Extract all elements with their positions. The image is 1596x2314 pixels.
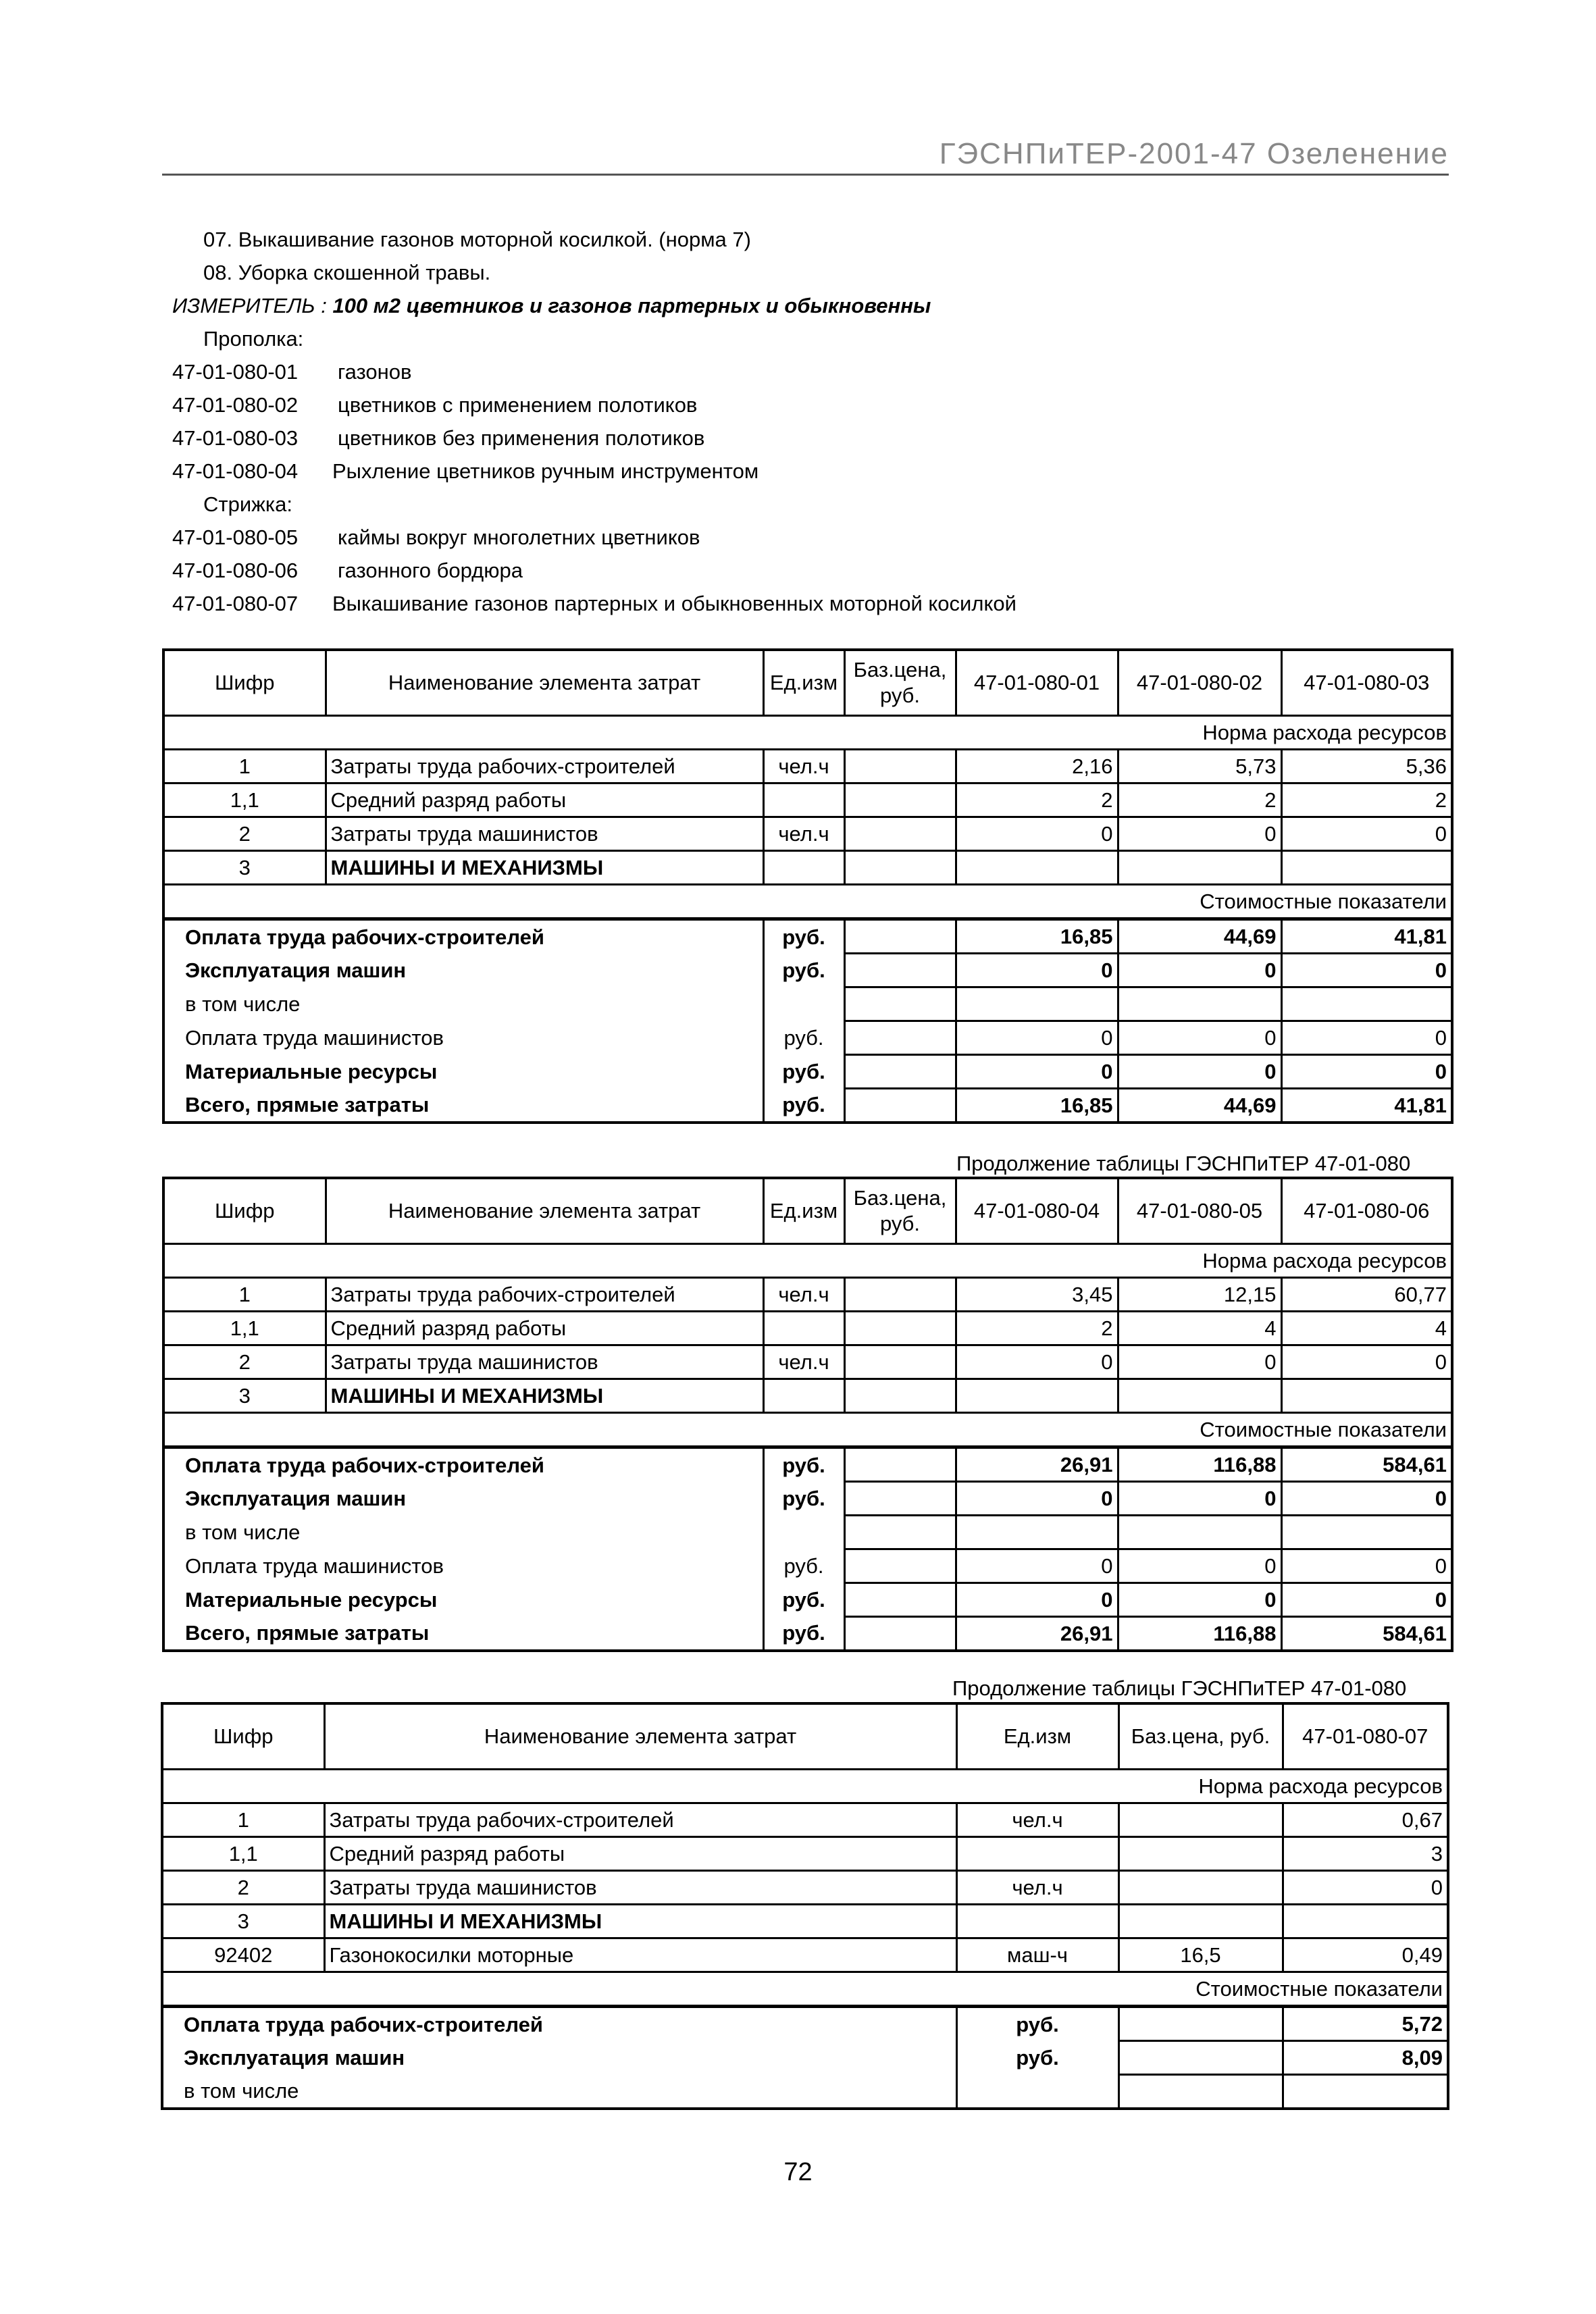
cell-name: Затраты труда рабочих-строителей: [326, 1278, 763, 1312]
section-row: [163, 1413, 1452, 1447]
col-unit: Ед.изм: [956, 1703, 1118, 1770]
group-heading: Прополка:: [203, 327, 304, 351]
item-code: 47-01-080-07: [172, 592, 299, 615]
table-header: [163, 650, 1452, 716]
cell-unit: [763, 987, 844, 1021]
table-row: [163, 1021, 1452, 1055]
cell-value: 2: [956, 1312, 1118, 1345]
cell-unit: [956, 1905, 1118, 1938]
cell-unit: руб.: [763, 1055, 844, 1089]
cell-value: 0: [956, 1482, 1118, 1516]
intro-block: [172, 223, 1456, 620]
cell-value: 0: [1281, 1021, 1452, 1055]
item-code: 47-01-080-02: [172, 393, 299, 417]
cell-unit: [763, 1516, 844, 1549]
cell-value: 0: [956, 1345, 1118, 1379]
cell-value: 584,61: [1281, 1447, 1452, 1482]
table-header: [163, 1178, 1452, 1244]
cell-unit: руб.: [956, 2007, 1118, 2041]
table-row: [163, 1583, 1452, 1617]
cell-price: [844, 1278, 956, 1312]
item-code: 47-01-080-03: [172, 426, 299, 450]
item-desc: газонов: [338, 360, 412, 384]
cell-value: 4: [1281, 1312, 1452, 1345]
page-number: 72: [783, 2158, 813, 2186]
cell-value: 16,85: [956, 919, 1118, 954]
cell-value: 5,72: [1283, 2007, 1448, 2041]
col-rate: 47-01-080-02: [1118, 650, 1281, 716]
cell-value: [1118, 851, 1281, 885]
cell-unit: руб.: [956, 2041, 1118, 2075]
cell-unit: [763, 1379, 844, 1413]
section-row: [163, 1244, 1452, 1278]
cell-value: 0: [956, 1055, 1118, 1089]
table-row: [163, 1617, 1452, 1651]
table-row: [162, 1837, 1448, 1871]
cell-value: [956, 987, 1118, 1021]
cell-name: Материальные ресурсы: [185, 1588, 438, 1612]
cell-name: Оплата труда машинистов: [185, 1026, 444, 1050]
cell-unit: маш-ч: [956, 1938, 1118, 1972]
table-row: [163, 851, 1452, 885]
cell-code: 2: [163, 817, 326, 851]
cell-code: 92402: [162, 1938, 324, 1972]
col-unit: Ед.изм: [763, 1178, 844, 1244]
cell-value: 0: [1281, 1345, 1452, 1379]
col-code: Шифр: [163, 650, 326, 716]
section-norm: Норма расхода ресурсов: [162, 1770, 1448, 1803]
cell-value: 0: [1283, 1871, 1448, 1905]
cell-price: [844, 750, 956, 783]
continuation-caption: Продолжение таблицы ГЭСНПиТЕР 47-01-080: [952, 1676, 1407, 1700]
cell-unit: чел.ч: [956, 1803, 1118, 1837]
cell-unit: чел.ч: [763, 750, 844, 783]
cell-name: Средний разряд работы: [326, 783, 763, 817]
cell-value: [1118, 1516, 1281, 1549]
table-row: [162, 1803, 1448, 1837]
cell-name: Затраты труда машинистов: [326, 817, 763, 851]
cell-value: 44,69: [1118, 919, 1281, 954]
cell-value: [1281, 1516, 1452, 1549]
cell-name: Эксплуатация машин: [184, 2046, 405, 2069]
table-row: [163, 1089, 1452, 1123]
item-line: [172, 587, 1456, 620]
work-step: 08. Уборка скошенной травы.: [203, 261, 491, 284]
table-row: [162, 1871, 1448, 1905]
cell-value: [956, 1379, 1118, 1413]
cell-value: [1118, 1379, 1281, 1413]
item-code: 47-01-080-01: [172, 360, 299, 384]
cell-value: [1281, 987, 1452, 1021]
cost-table-2: [162, 1177, 1453, 1652]
cell-unit: чел.ч: [763, 817, 844, 851]
cell-price: [844, 1055, 956, 1089]
cell-value: 0: [956, 817, 1118, 851]
table-row: [163, 1312, 1452, 1345]
cell-name: Затраты труда машинистов: [326, 1345, 763, 1379]
cell-unit: руб.: [763, 954, 844, 987]
col-unit: Ед.изм: [763, 650, 844, 716]
cell-value: 0: [956, 954, 1118, 987]
cell-value: 0: [1281, 1583, 1452, 1617]
cell-price: [844, 1583, 956, 1617]
item-code: 47-01-080-06: [172, 559, 299, 582]
table-row: [163, 919, 1452, 954]
cell-code: 1,1: [163, 783, 326, 817]
cell-price: [1118, 2041, 1283, 2075]
cell-code: 2: [163, 1345, 326, 1379]
item-desc: каймы вокруг многолетних цветников: [338, 525, 700, 549]
cell-value: 26,91: [956, 1617, 1118, 1651]
cell-unit: руб.: [763, 1089, 844, 1123]
col-rate: 47-01-080-03: [1281, 650, 1452, 716]
cell-price: [1118, 1837, 1283, 1871]
cell-price: [844, 783, 956, 817]
cell-name: МАШИНЫ И МЕХАНИЗМЫ: [324, 1905, 956, 1938]
col-price: Баз.цена, руб.: [844, 1178, 956, 1244]
table-header: [162, 1703, 1448, 1770]
cell-name: Всего, прямые затраты: [185, 1621, 430, 1645]
cell-price: [1118, 2075, 1283, 2109]
cell-price: [844, 817, 956, 851]
cell-value: 0: [956, 1021, 1118, 1055]
cell-value: 0: [1281, 817, 1452, 851]
cell-value: 12,15: [1118, 1278, 1281, 1312]
cell-name: Средний разряд работы: [326, 1312, 763, 1345]
cell-unit: [763, 783, 844, 817]
cell-value: 0: [1118, 1549, 1281, 1583]
cell-name: Затраты труда рабочих-строителей: [324, 1803, 956, 1837]
continuation-caption: Продолжение таблицы ГЭСНПиТЕР 47-01-080: [956, 1152, 1411, 1175]
col-name: Наименование элемента затрат: [324, 1703, 956, 1770]
cell-value: 0: [956, 1549, 1118, 1583]
col-name: Наименование элемента затрат: [326, 1178, 763, 1244]
cell-name: Оплата труда рабочих-строителей: [163, 919, 763, 954]
table-row: [163, 1345, 1452, 1379]
cell-value: [956, 851, 1118, 885]
cell-unit: руб.: [763, 1021, 844, 1055]
cell-name: Затраты труда рабочих-строителей: [326, 750, 763, 783]
cell-value: 116,88: [1118, 1617, 1281, 1651]
cell-value: 0: [1118, 1021, 1281, 1055]
table-row: [163, 750, 1452, 783]
cell-value: 4: [1118, 1312, 1281, 1345]
item-line: [172, 355, 1456, 388]
col-code: Шифр: [162, 1703, 324, 1770]
cell-value: 0,67: [1283, 1803, 1448, 1837]
cell-code: 1: [163, 750, 326, 783]
cell-price: [844, 954, 956, 987]
item-line: [172, 421, 1456, 455]
col-rate: 47-01-080-01: [956, 650, 1118, 716]
cell-code: 1,1: [162, 1837, 324, 1871]
cell-unit: руб.: [763, 1447, 844, 1482]
item-line: [172, 388, 1456, 421]
cell-unit: [956, 1837, 1118, 1871]
cell-value: 0,49: [1283, 1938, 1448, 1972]
cell-value: 5,73: [1118, 750, 1281, 783]
cell-value: 41,81: [1281, 919, 1452, 954]
cell-value: [1281, 851, 1452, 885]
col-name: Наименование элемента затрат: [326, 650, 763, 716]
cell-code: 1: [162, 1803, 324, 1837]
cell-unit: [763, 1312, 844, 1345]
cell-unit: руб.: [763, 1583, 844, 1617]
cell-price: [844, 1549, 956, 1583]
running-header: [162, 132, 1449, 176]
cell-unit: руб.: [763, 919, 844, 954]
table-row: [162, 1938, 1448, 1972]
cell-value: 116,88: [1118, 1447, 1281, 1482]
col-code: Шифр: [163, 1178, 326, 1244]
cell-price: 16,5: [1118, 1938, 1283, 1972]
cell-unit: [763, 851, 844, 885]
group-heading: Стрижка:: [203, 492, 292, 516]
cell-name: в том числе: [184, 2079, 299, 2103]
item-desc: цветников с применением полотиков: [338, 393, 698, 417]
table-row: [162, 2075, 1448, 2109]
measure-label: ИЗМЕРИТЕЛЬ :: [172, 294, 327, 317]
col-rate: 47-01-080-06: [1281, 1178, 1452, 1244]
section-cost: Стоимостные показатели: [162, 1972, 1448, 2007]
measure-line: [172, 289, 1456, 322]
cell-value: 0: [1118, 1055, 1281, 1089]
table-row: [162, 1905, 1448, 1938]
cell-name: МАШИНЫ И МЕХАНИЗМЫ: [326, 1379, 763, 1413]
cell-value: 2: [1281, 783, 1452, 817]
cell-price: [844, 1089, 956, 1123]
cell-value: 584,61: [1281, 1617, 1452, 1651]
cell-unit: чел.ч: [956, 1871, 1118, 1905]
table-row: [163, 1447, 1452, 1482]
item-code: 47-01-080-05: [172, 525, 299, 549]
item-line: [172, 455, 1456, 488]
cell-value: [1281, 1379, 1452, 1413]
cell-code: 3: [163, 1379, 326, 1413]
cell-value: 3: [1283, 1837, 1448, 1871]
table-row: [162, 2007, 1448, 2041]
cell-name: Оплата труда рабочих-строителей: [163, 1447, 763, 1482]
item-desc: Рыхление цветников ручным инструментом: [332, 459, 759, 483]
section-row: [163, 716, 1452, 750]
header-title: ГЭСНПиТЕР-2001-47 Озеленение: [939, 137, 1449, 170]
cell-value: 0: [1118, 817, 1281, 851]
cell-value: 0: [956, 1583, 1118, 1617]
cell-value: 2,16: [956, 750, 1118, 783]
cell-unit: руб.: [763, 1482, 844, 1516]
section-row: [162, 1972, 1448, 2007]
cell-value: 2: [956, 783, 1118, 817]
cell-unit: чел.ч: [763, 1345, 844, 1379]
cell-value: 8,09: [1283, 2041, 1448, 2075]
section-cost: Стоимостные показатели: [163, 885, 1452, 919]
cell-name: МАШИНЫ И МЕХАНИЗМЫ: [326, 851, 763, 885]
table-row: [163, 783, 1452, 817]
cell-value: 0: [1281, 1549, 1452, 1583]
item-desc: цветников без применения полотиков: [338, 426, 705, 450]
cost-table-1: [162, 648, 1453, 1124]
cell-value: [1118, 987, 1281, 1021]
cell-price: [844, 1021, 956, 1055]
col-rate: 47-01-080-05: [1118, 1178, 1281, 1244]
cell-price: [1118, 1905, 1283, 1938]
cell-value: 0: [1118, 1583, 1281, 1617]
section-norm: Норма расхода ресурсов: [163, 1244, 1452, 1278]
cell-value: 16,85: [956, 1089, 1118, 1123]
cell-code: 3: [162, 1905, 324, 1938]
cell-value: 0: [1118, 1345, 1281, 1379]
cell-unit: руб.: [763, 1617, 844, 1651]
cell-value: [1283, 1905, 1448, 1938]
col-rate: 47-01-080-07: [1283, 1703, 1448, 1770]
cell-price: [844, 1482, 956, 1516]
cell-value: 2: [1118, 783, 1281, 817]
cell-code: 3: [163, 851, 326, 885]
cell-unit: [956, 2075, 1118, 2109]
cell-name: Всего, прямые затраты: [185, 1093, 430, 1117]
section-row: [162, 1770, 1448, 1803]
item-line: [172, 554, 1456, 587]
cell-price: [844, 1447, 956, 1482]
cell-code: 1,1: [163, 1312, 326, 1345]
table-row: [163, 817, 1452, 851]
item-code: 47-01-080-04: [172, 459, 299, 483]
cell-value: 5,36: [1281, 750, 1452, 783]
cell-price: [1118, 1803, 1283, 1837]
cell-name: в том числе: [185, 1520, 301, 1544]
table-row: [163, 954, 1452, 987]
cell-price: [1118, 2007, 1283, 2041]
cell-price: [844, 1516, 956, 1549]
cell-name: Эксплуатация машин: [185, 1487, 407, 1510]
cell-name: Материальные ресурсы: [185, 1060, 438, 1083]
cell-value: 0: [1118, 954, 1281, 987]
cell-name: Эксплуатация машин: [185, 958, 407, 982]
work-step: 07. Выкашивание газонов моторной косилкой. (норма 7): [203, 228, 751, 251]
cell-name: Затраты труда машинистов: [324, 1871, 956, 1905]
item-desc: Выкашивание газонов партерных и обыкновенных моторной косилкой: [332, 592, 1016, 615]
cell-value: 60,77: [1281, 1278, 1452, 1312]
cell-price: [844, 919, 956, 954]
cell-code: 2: [162, 1871, 324, 1905]
cell-value: 0: [1281, 954, 1452, 987]
col-price: Баз.цена, руб.: [1118, 1703, 1283, 1770]
cell-name: Оплата труда машинистов: [185, 1554, 444, 1578]
section-cost: Стоимостные показатели: [163, 1413, 1452, 1447]
cell-value: 0: [1281, 1055, 1452, 1089]
cell-price: [1118, 1871, 1283, 1905]
cell-value: 0: [1281, 1482, 1452, 1516]
cell-value: [956, 1516, 1118, 1549]
cost-table-3: [161, 1702, 1449, 2110]
section-row: [163, 885, 1452, 919]
item-line: [172, 521, 1456, 554]
cell-name: в том числе: [185, 992, 301, 1016]
cell-name: Газонокосилки моторные: [324, 1938, 956, 1972]
cell-value: 0: [1118, 1482, 1281, 1516]
table-row: [163, 1549, 1452, 1583]
cell-name: Средний разряд работы: [324, 1837, 956, 1871]
cell-name: Оплата труда рабочих-строителей: [162, 2007, 956, 2041]
col-rate: 47-01-080-04: [956, 1178, 1118, 1244]
section-norm: Норма расхода ресурсов: [163, 716, 1452, 750]
table-row: [162, 2041, 1448, 2075]
cell-price: [844, 851, 956, 885]
cell-value: 3,45: [956, 1278, 1118, 1312]
cell-unit: руб.: [763, 1549, 844, 1583]
cell-code: 1: [163, 1278, 326, 1312]
cell-value: 41,81: [1281, 1089, 1452, 1123]
table-row: [163, 1278, 1452, 1312]
cell-value: 44,69: [1118, 1089, 1281, 1123]
cell-price: [844, 1312, 956, 1345]
table-row: [163, 1516, 1452, 1549]
cell-value: 26,91: [956, 1447, 1118, 1482]
cell-price: [844, 1617, 956, 1651]
table-row: [163, 1055, 1452, 1089]
cell-price: [844, 1379, 956, 1413]
cell-price: [844, 1345, 956, 1379]
cell-price: [844, 987, 956, 1021]
measure-value: 100 м2 цветников и газонов партерных и обыкновенны: [332, 294, 931, 317]
item-desc: газонного бордюра: [338, 559, 523, 582]
table-row: [163, 1379, 1452, 1413]
table-row: [163, 987, 1452, 1021]
table-row: [163, 1482, 1452, 1516]
cell-unit: чел.ч: [763, 1278, 844, 1312]
cell-value: [1283, 2075, 1448, 2109]
col-price: Баз.цена, руб.: [844, 650, 956, 716]
